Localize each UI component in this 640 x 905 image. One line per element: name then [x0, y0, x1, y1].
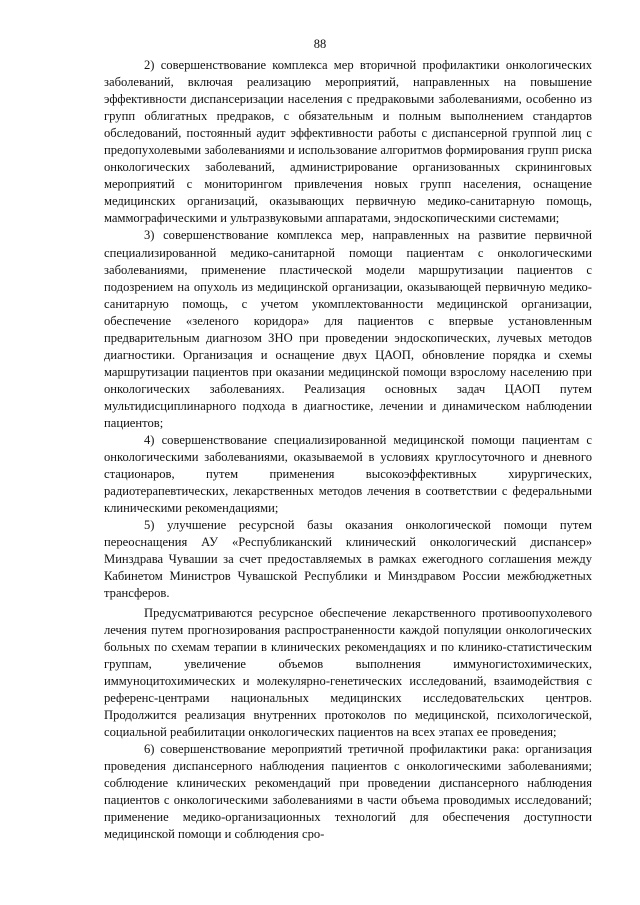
page-number: 88: [313, 37, 327, 51]
paragraph-item-4: 4) совершенствование специализированной медицинской помощи пациентам с онкологическими заболеваниями, оказываемой в условиях круглосуточного и дневного стационаров, путем применения высокоэффективных хирургических, радиотерапевтических, лекарственных методов лечения в соответствии с федеральными клиническими рекомендациями;: [104, 433, 592, 516]
paragraph-item-2: 2) совершенствование комплекса мер вторичной профилактики онкологических заболеваний, включая реализацию мероприятий, направленных на повышение эффективности диспансеризации населения с предраковыми заболеваниями, особенно из групп облигатных предраков, с обязательным и полным выполнением стандартов обследований, постоянный аудит эффективности работы с диспансерной группой лиц с предопухолевыми заболеваниями и использование алгоритмов формирования групп риска онкологических заболеваний, администрирование организованных скрининговых мероприятий с мониторингом привлечения новых групп населения, оснащение медицинских организаций, оказывающих первичную медико-санитарную помощь, маммографическими и ультразвуковыми аппаратами, эндоскопическими системами;: [104, 58, 592, 226]
document-body: [104, 57, 592, 843]
paragraph-item-3: 3) совершенствование комплекса мер, направленных на развитие первичной специализированной медико-санитарной помощи пациентам с онкологическими заболеваниями, применение пластической модели маршрутизации пациентов с подозрением на опухоль из медицинской организации, оказывающей первичную медико-санитарную помощь, с учетом укомплектованности медицинской организации, обеспечение «зеленого коридора» для пациентов с впервые установленным предварительным диагнозом ЗНО при проведении эндоскопических, лучевых методов диагностики. Организация и оснащение двух ЦАОП, обновление порядка и схемы маршрутизации пациентов при оказании медицинской помощи взрослому населению при онкологических заболеваниях. Реализация основных задач ЦАОП путем мультидисциплинарного подхода в диагностике, лечении и динамическом наблюдении пациентов;: [104, 228, 592, 430]
paragraph-resource-provision: Предусматриваются ресурсное обеспечение лекарственного противоопухолевого лечения путем прогнозирования распространенности каждой популяции онкологических больных по схемам терапии в клинических рекомендациях и по клинико-статистическим группам, увеличение объемов выполнения иммуногистохимических, иммуноцитохимических и молекулярно-генетических исследований, взаимодействия с референс-центрами национальных медицинских исследовательских центров. Продолжится реализация внутренних протоколов по медицинской, психологической, социальной реабилитации онкологических пациентов на всех этапах ее проведения;: [104, 605, 592, 739]
paragraph-item-5: 5) улучшение ресурсной базы оказания онкологической помощи путем переоснащения АУ «Республиканский клинический онкологический диспансер» Минздрава Чувашии за счет предоставляемых в рамках ежегодного соглашения между Кабинетом Министров Чувашской Республики и Минздравом России межбюджетных трансферов.: [104, 518, 592, 601]
paragraph-item-6: 6) совершенствование мероприятий третичной профилактики рака: организация проведения диспансерного наблюдения пациентов с онкологическими заболеваниями; соблюдение клинических рекомендаций при проведении диспансерного наблюдения пациентов с онкологическими заболеваниями в части объема проводимых исследований; применение медико-организационных технологий для обеспечения доступности медицинской помощи и соблюдения сро-: [104, 741, 592, 842]
